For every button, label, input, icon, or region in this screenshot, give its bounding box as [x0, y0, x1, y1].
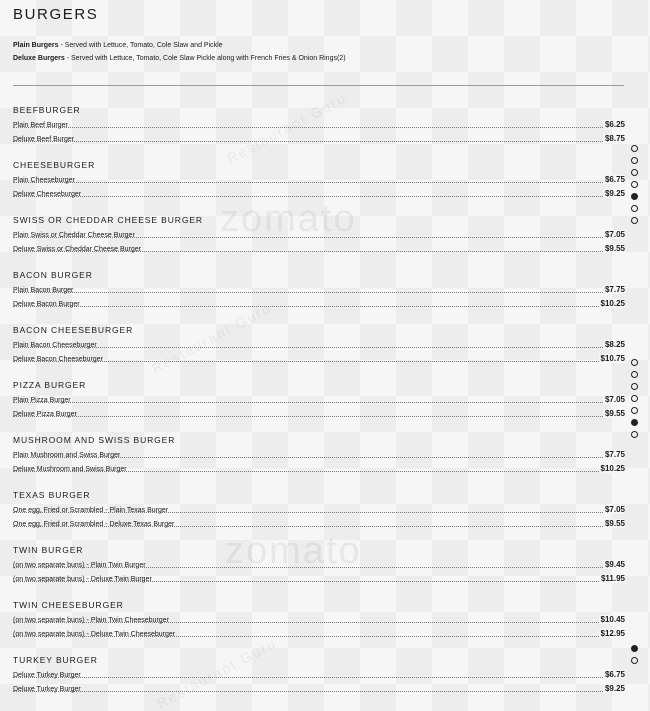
- pager-dot[interactable]: [631, 169, 638, 176]
- plain-burgers-text: - Served with Lettuce, Tomato, Cole Slaw and Pickle: [58, 42, 223, 49]
- menu-item: [13, 337, 625, 350]
- menu-item: [13, 626, 625, 639]
- section-twin-cheeseburger: [13, 599, 625, 639]
- deluxe-burgers-label: Deluxe Burgers: [13, 55, 65, 62]
- item-name: (on two separate buns) - Deluxe Twin Cheeseburger: [13, 631, 176, 638]
- section-pizza-burger: [13, 379, 625, 419]
- deluxe-burgers-description: [13, 55, 346, 62]
- item-price: $10.75: [600, 354, 625, 363]
- item-price: $7.05: [604, 395, 625, 404]
- menu-item: [13, 172, 625, 185]
- menu-item: [13, 131, 625, 144]
- pager-dot[interactable]: [631, 205, 638, 212]
- section-title: SWISS OR CHEDDAR CHEESE BURGER: [13, 215, 203, 225]
- item-price: $8.25: [604, 340, 625, 349]
- menu-item: [13, 406, 625, 419]
- restaurant-guru-watermark: Restaurant Guru: [149, 299, 275, 377]
- section-title: BEEFBURGER: [13, 105, 81, 115]
- restaurant-guru-watermark-2: Restaurant Guru: [154, 634, 280, 711]
- section-title: TURKEY BURGER: [13, 655, 98, 665]
- menu-item: [13, 447, 625, 460]
- item-price: $9.55: [604, 519, 625, 528]
- pager-dots-1: [631, 145, 639, 229]
- item-name: Deluxe Pizza Burger: [13, 411, 77, 418]
- pager-dot-active[interactable]: [631, 419, 638, 426]
- plain-burgers-description: [13, 42, 223, 49]
- pager-dot[interactable]: [631, 395, 638, 402]
- menu-item: [13, 461, 625, 474]
- menu-item: [13, 186, 625, 199]
- menu-item: [13, 557, 625, 570]
- item-price: $9.25: [604, 684, 625, 693]
- item-price: $12.95: [600, 629, 625, 638]
- pager-dot[interactable]: [631, 359, 638, 366]
- pager-dot[interactable]: [631, 181, 638, 188]
- deluxe-burgers-text: - Served with Lettuce, Tomato, Cole Slaw Pickle along with French Fries & Onion Rings(2): [64, 55, 346, 62]
- section-title: BACON CHEESEBURGER: [13, 325, 134, 335]
- menu-item: [13, 282, 625, 295]
- item-name: One egg, Fried or Scrambled - Deluxe Texas Burger: [13, 521, 175, 528]
- item-price: $9.55: [604, 409, 625, 418]
- section-cheeseburger: [13, 159, 625, 199]
- item-name: Plain Beef Burger: [13, 122, 68, 129]
- item-name: Deluxe Bacon Burger: [13, 301, 80, 308]
- pager-dot[interactable]: [631, 371, 638, 378]
- section-title: TEXAS BURGER: [13, 490, 91, 500]
- item-price: $6.75: [604, 175, 625, 184]
- pager-dot[interactable]: [631, 157, 638, 164]
- item-name: Deluxe Turkey Burger: [13, 686, 81, 693]
- item-name: Plain Swiss or Cheddar Cheese Burger: [13, 232, 135, 239]
- section-twin-burger: [13, 544, 625, 584]
- item-name: Plain Mushroom and Swiss Burger: [13, 452, 121, 459]
- section-title: TWIN CHEESEBURGER: [13, 600, 124, 610]
- section-title: PIZZA BURGER: [13, 380, 87, 390]
- section-bacon-cheeseburger: [13, 324, 625, 364]
- pager-dots-2: [631, 359, 639, 443]
- plain-burgers-label: Plain Burgers: [13, 42, 59, 49]
- item-name: Deluxe Cheeseburger: [13, 191, 82, 198]
- item-name: One egg, Fried or Scrambled - Plain Texas Burger: [13, 507, 169, 514]
- item-price: $7.05: [604, 505, 625, 514]
- menu-item: [13, 667, 625, 680]
- menu-item: [13, 502, 625, 515]
- item-name: Plain Cheeseburger: [13, 177, 75, 184]
- menu-item: [13, 516, 625, 529]
- section-beefburger: [13, 104, 625, 144]
- zomato-watermark: zomato: [220, 198, 357, 240]
- item-name: Deluxe Turkey Burger: [13, 672, 81, 679]
- section-texas-burger: [13, 489, 625, 529]
- item-price: $9.55: [604, 244, 625, 253]
- item-price: $10.25: [600, 299, 625, 308]
- menu-item: [13, 612, 625, 625]
- section-turkey-burger: [13, 654, 625, 694]
- page-title: BURGERS: [13, 6, 99, 23]
- item-name: (on two separate buns) - Deluxe Twin Burger: [13, 576, 152, 583]
- menu-item: [13, 227, 625, 240]
- item-name: Plain Bacon Cheeseburger: [13, 342, 97, 349]
- item-name: Deluxe Bacon Cheeseburger: [13, 356, 103, 363]
- item-price: $10.45: [600, 615, 625, 624]
- pager-dots-3: [631, 645, 639, 669]
- pager-dot[interactable]: [631, 431, 638, 438]
- item-name: Plain Bacon Burger: [13, 287, 74, 294]
- pager-dot[interactable]: [631, 145, 638, 152]
- pager-dot-active[interactable]: [631, 645, 638, 652]
- item-price: $6.25: [604, 120, 625, 129]
- pager-dot-active[interactable]: [631, 193, 638, 200]
- restaurant-guru-watermark-3: Restaurant Guru: [224, 89, 350, 167]
- item-name: Plain Pizza Burger: [13, 397, 71, 404]
- pager-dot[interactable]: [631, 657, 638, 664]
- section-bacon-burger: [13, 269, 625, 309]
- divider: [13, 85, 624, 86]
- section-title: BACON BURGER: [13, 270, 93, 280]
- item-price: $9.25: [604, 189, 625, 198]
- item-price: $11.95: [600, 574, 625, 583]
- item-name: Deluxe Mushroom and Swiss Burger: [13, 466, 127, 473]
- item-name: (on two separate buns) - Plain Twin Cheeseburger: [13, 617, 169, 624]
- item-name: Deluxe Beef Burger: [13, 136, 75, 143]
- pager-dot[interactable]: [631, 217, 638, 224]
- item-price: $10.25: [600, 464, 625, 473]
- pager-dot[interactable]: [631, 407, 638, 414]
- menu-item: [13, 296, 625, 309]
- pager-dot[interactable]: [631, 383, 638, 390]
- item-name: Deluxe Swiss or Cheddar Cheese Burger: [13, 246, 142, 253]
- item-price: $7.75: [604, 285, 625, 294]
- menu-item: [13, 117, 625, 130]
- menu-item: [13, 351, 625, 364]
- section-title: CHEESEBURGER: [13, 160, 96, 170]
- menu-item: [13, 392, 625, 405]
- item-price: $9.45: [604, 560, 625, 569]
- section-title: MUSHROOM AND SWISS BURGER: [13, 435, 176, 445]
- section-swiss-cheddar: [13, 214, 625, 254]
- item-price: $8.75: [604, 134, 625, 143]
- menu-item: [13, 571, 625, 584]
- section-title: TWIN BURGER: [13, 545, 84, 555]
- item-price: $6.75: [604, 670, 625, 679]
- section-mushroom-swiss: [13, 434, 625, 474]
- menu-item: [13, 241, 625, 254]
- item-price: $7.75: [604, 450, 625, 459]
- menu-item: [13, 681, 625, 694]
- zomato-watermark-2: zomato: [225, 530, 362, 572]
- item-price: $7.05: [604, 230, 625, 239]
- item-name: (on two separate buns) - Plain Twin Burger: [13, 562, 146, 569]
